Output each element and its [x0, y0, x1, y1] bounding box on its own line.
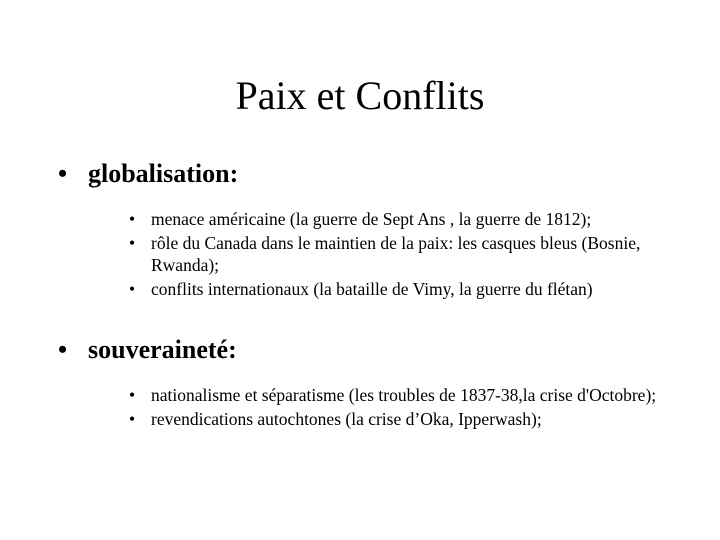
- list-item: [0, 384, 720, 406]
- list-item-text: revendications autochtones (la crise d’Oka, Ipperwash);: [151, 409, 542, 429]
- section-heading-label: globalisation:: [88, 159, 239, 188]
- list-item-text: conflits internationaux (la bataille de Vimy, la guerre du flétan): [151, 279, 593, 299]
- bullet-icon: •: [58, 335, 68, 364]
- list-item: [0, 232, 720, 276]
- section-heading: [0, 334, 720, 366]
- list-item-text: nationalisme et séparatisme (les troubles de 1837-38,la crise d'Octobre);: [151, 385, 657, 405]
- list-item: [0, 208, 720, 230]
- bullet-icon: •: [129, 209, 136, 229]
- bullet-icon: •: [129, 409, 136, 429]
- list-item: [0, 278, 720, 300]
- section-souverainete: [0, 334, 720, 432]
- bullet-icon: •: [58, 159, 68, 188]
- list-item: [0, 408, 720, 430]
- sub-bullet-list: [0, 208, 720, 300]
- bullet-icon: •: [129, 233, 136, 253]
- list-item-text: menace américaine (la guerre de Sept Ans , la guerre de 1812);: [151, 209, 592, 229]
- bullet-icon: •: [129, 279, 136, 299]
- section-heading: [0, 158, 720, 190]
- section-globalisation: [0, 158, 720, 302]
- section-heading-label: souveraineté:: [88, 335, 237, 364]
- list-item-text: rôle du Canada dans le maintien de la paix: les casques bleus (Bosnie, Rwanda);: [151, 233, 641, 275]
- sub-bullet-list: [0, 384, 720, 430]
- bullet-icon: •: [129, 385, 136, 405]
- slide-title: Paix et Conflits: [235, 73, 485, 118]
